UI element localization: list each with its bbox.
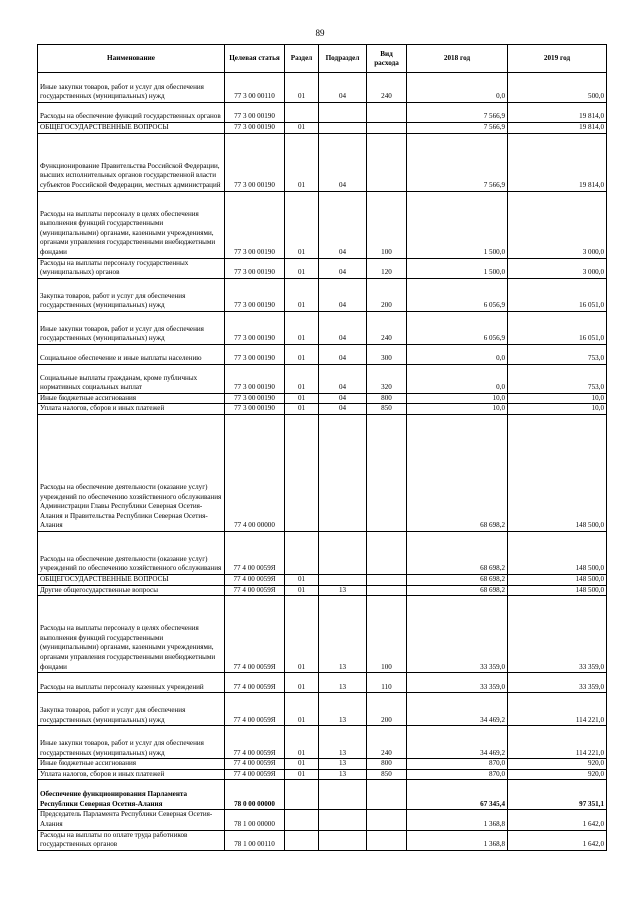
cell-target-article: 77 4 00 0059Я: [225, 531, 285, 574]
cell-section: 01: [285, 258, 319, 278]
cell-name: Иные закупки товаров, работ и услуг для обеспечения государственных (муниципальных) нужд: [38, 73, 225, 103]
cell-name: ОБЩЕГОСУДАРСТВЕННЫЕ ВОПРОСЫ: [38, 574, 225, 585]
cell-section: 01: [285, 344, 319, 364]
cell-target-article: 78 0 00 00000: [225, 780, 285, 810]
cell-subsection: 04: [319, 393, 367, 404]
cell-section: 01: [285, 123, 319, 134]
cell-target-article: 77 4 00 00000: [225, 414, 285, 531]
cell-amount-2018: 68 698,2: [407, 585, 508, 596]
cell-amount-2018: 870,0: [407, 759, 508, 770]
cell-name: Расходы на выплаты персоналу казенных учреждений: [38, 673, 225, 693]
cell-amount-2018: 1 368,8: [407, 810, 508, 830]
cell-section: 01: [285, 393, 319, 404]
cell-expense-type: [367, 133, 407, 191]
cell-amount-2019: 753,0: [508, 364, 607, 393]
cell-amount-2018: 0,0: [407, 73, 508, 103]
cell-expense-type: 240: [367, 73, 407, 103]
cell-amount-2019: 114 221,0: [508, 693, 607, 726]
cell-section: 01: [285, 769, 319, 780]
cell-expense-type: [367, 810, 407, 830]
cell-name: Иные бюджетные ассигнования: [38, 393, 225, 404]
cell-amount-2019: 33 359,0: [508, 673, 607, 693]
cell-amount-2018: 7 566,9: [407, 103, 508, 123]
cell-name: Закупка товаров, работ и услуг для обеспечения государственных (муниципальных) нужд: [38, 278, 225, 311]
cell-target-article: 77 3 00 00190: [225, 278, 285, 311]
cell-name: Закупка товаров, работ и услуг для обеспечения государственных (муниципальных) нужд: [38, 693, 225, 726]
cell-amount-2018: 33 359,0: [407, 673, 508, 693]
cell-expense-type: 120: [367, 258, 407, 278]
cell-expense-type: 200: [367, 278, 407, 311]
cell-section: [285, 810, 319, 830]
cell-amount-2019: 753,0: [508, 344, 607, 364]
cell-amount-2019: 10,0: [508, 404, 607, 415]
cell-amount-2019: 19 814,0: [508, 123, 607, 134]
table-row: [38, 393, 607, 404]
cell-subsection: [319, 810, 367, 830]
cell-expense-type: 200: [367, 693, 407, 726]
cell-amount-2019: 148 500,0: [508, 414, 607, 531]
cell-section: [285, 103, 319, 123]
cell-expense-type: [367, 830, 407, 850]
cell-subsection: [319, 414, 367, 531]
cell-target-article: 77 3 00 00190: [225, 123, 285, 134]
budget-table: [37, 44, 607, 851]
cell-amount-2019: 10,0: [508, 393, 607, 404]
cell-amount-2018: 7 566,9: [407, 123, 508, 134]
cell-subsection: 04: [319, 73, 367, 103]
cell-section: 01: [285, 73, 319, 103]
cell-amount-2018: 1 368,8: [407, 830, 508, 850]
table-row: [38, 133, 607, 191]
cell-amount-2018: 1 500,0: [407, 258, 508, 278]
cell-section: 01: [285, 191, 319, 258]
cell-amount-2018: 1 500,0: [407, 191, 508, 258]
cell-section: 01: [285, 404, 319, 415]
cell-name: Уплата налогов, сборов и иных платежей: [38, 404, 225, 415]
table-row: [38, 574, 607, 585]
cell-subsection: 04: [319, 258, 367, 278]
cell-expense-type: 320: [367, 364, 407, 393]
cell-expense-type: 110: [367, 673, 407, 693]
cell-amount-2018: 870,0: [407, 769, 508, 780]
cell-target-article: 77 4 00 0059Я: [225, 726, 285, 759]
cell-amount-2018: 34 469,2: [407, 726, 508, 759]
cell-subsection: 04: [319, 364, 367, 393]
cell-name: Иные закупки товаров, работ и услуг для обеспечения государственных (муниципальных) нужд: [38, 726, 225, 759]
table-row: [38, 404, 607, 415]
cell-amount-2018: 6 056,9: [407, 311, 508, 344]
cell-amount-2018: 34 469,2: [407, 693, 508, 726]
cell-name: Обеспечение функционирования Парламента Республики Северная Осетия-Алания: [38, 780, 225, 810]
cell-expense-type: [367, 123, 407, 134]
table-row: [38, 726, 607, 759]
table-row: [38, 693, 607, 726]
cell-section: 01: [285, 364, 319, 393]
cell-amount-2018: 33 359,0: [407, 596, 508, 673]
cell-name: Социальное обеспечение и иные выплаты населению: [38, 344, 225, 364]
cell-subsection: [319, 574, 367, 585]
cell-expense-type: 800: [367, 759, 407, 770]
cell-amount-2018: 68 698,2: [407, 531, 508, 574]
cell-section: 01: [285, 726, 319, 759]
cell-target-article: 77 3 00 00190: [225, 364, 285, 393]
cell-target-article: 77 3 00 00190: [225, 103, 285, 123]
cell-target-article: 77 3 00 00110: [225, 73, 285, 103]
header-year-2018: 2018 год: [407, 45, 508, 73]
cell-section: 01: [285, 693, 319, 726]
cell-amount-2018: 10,0: [407, 393, 508, 404]
cell-section: 01: [285, 759, 319, 770]
table-header: [38, 45, 607, 73]
cell-section: 01: [285, 574, 319, 585]
cell-name: Расходы на выплаты по оплате труда работников государственных органов: [38, 830, 225, 850]
table-row: [38, 769, 607, 780]
cell-amount-2019: 500,0: [508, 73, 607, 103]
cell-target-article: 77 3 00 00190: [225, 191, 285, 258]
cell-subsection: [319, 830, 367, 850]
cell-name: Председатель Парламента Республики Северная Осетия-Алания: [38, 810, 225, 830]
cell-amount-2019: 148 500,0: [508, 585, 607, 596]
cell-expense-type: [367, 780, 407, 810]
cell-amount-2019: 114 221,0: [508, 726, 607, 759]
cell-amount-2019: 920,0: [508, 769, 607, 780]
cell-amount-2019: 97 351,1: [508, 780, 607, 810]
cell-expense-type: 300: [367, 344, 407, 364]
cell-expense-type: [367, 585, 407, 596]
cell-amount-2019: 3 000,0: [508, 191, 607, 258]
cell-subsection: 04: [319, 311, 367, 344]
cell-expense-type: [367, 103, 407, 123]
cell-expense-type: 850: [367, 769, 407, 780]
cell-subsection: [319, 531, 367, 574]
cell-amount-2018: 67 345,4: [407, 780, 508, 810]
cell-amount-2019: 920,0: [508, 759, 607, 770]
cell-target-article: 77 4 00 0059Я: [225, 673, 285, 693]
header-subsection: Подраздел: [319, 45, 367, 73]
header-name: Наименование: [38, 45, 225, 73]
table-row: [38, 830, 607, 850]
table-row: [38, 278, 607, 311]
table-row: [38, 780, 607, 810]
cell-section: [285, 780, 319, 810]
cell-name: Функционирование Правительства Российской Федерации, высших исполнительных органов государственной власти субъектов Российской Федерации, местных администраций: [38, 133, 225, 191]
cell-amount-2018: 10,0: [407, 404, 508, 415]
cell-amount-2019: 19 814,0: [508, 133, 607, 191]
cell-target-article: 78 1 00 00110: [225, 830, 285, 850]
header-section: Раздел: [285, 45, 319, 73]
cell-name: Расходы на обеспечение деятельности (оказание услуг) учреждений по обеспечению хозяйственного обслуживания: [38, 531, 225, 574]
table-row: [38, 191, 607, 258]
cell-expense-type: 240: [367, 311, 407, 344]
cell-amount-2019: 16 051,0: [508, 311, 607, 344]
cell-amount-2019: 33 359,0: [508, 596, 607, 673]
cell-section: 01: [285, 278, 319, 311]
cell-target-article: 77 3 00 00190: [225, 258, 285, 278]
cell-target-article: 77 4 00 0059Я: [225, 596, 285, 673]
cell-target-article: 77 4 00 0059Я: [225, 759, 285, 770]
table-row: [38, 344, 607, 364]
cell-expense-type: [367, 414, 407, 531]
page-number: 89: [315, 28, 325, 38]
cell-name: Другие общегосударственные вопросы: [38, 585, 225, 596]
cell-expense-type: 100: [367, 191, 407, 258]
cell-amount-2019: 148 500,0: [508, 531, 607, 574]
cell-section: [285, 414, 319, 531]
cell-expense-type: 800: [367, 393, 407, 404]
cell-subsection: 13: [319, 759, 367, 770]
cell-section: 01: [285, 673, 319, 693]
cell-target-article: 77 4 00 0059Я: [225, 693, 285, 726]
table-row: [38, 311, 607, 344]
cell-amount-2019: 16 051,0: [508, 278, 607, 311]
cell-subsection: 13: [319, 585, 367, 596]
cell-section: 01: [285, 585, 319, 596]
cell-subsection: 13: [319, 693, 367, 726]
cell-subsection: 13: [319, 769, 367, 780]
cell-name: Расходы на выплаты персоналу в целях обеспечения выполнения функций государственными (муниципальными) органами, казенными учреждениями, органами управления государственными внебюджетными фондами: [38, 191, 225, 258]
cell-amount-2018: 0,0: [407, 344, 508, 364]
cell-subsection: 04: [319, 133, 367, 191]
cell-name: Иные бюджетные ассигнования: [38, 759, 225, 770]
table-body: [38, 73, 607, 851]
cell-amount-2019: 1 642,0: [508, 810, 607, 830]
cell-target-article: 77 4 00 0059Я: [225, 574, 285, 585]
table-row: [38, 759, 607, 770]
cell-section: 01: [285, 596, 319, 673]
cell-amount-2018: 68 698,2: [407, 574, 508, 585]
table-row: [38, 585, 607, 596]
cell-subsection: 13: [319, 673, 367, 693]
cell-subsection: [319, 780, 367, 810]
cell-target-article: 77 3 00 00190: [225, 133, 285, 191]
cell-target-article: 78 1 00 00000: [225, 810, 285, 830]
cell-target-article: 77 3 00 00190: [225, 393, 285, 404]
cell-name: Уплата налогов, сборов и иных платежей: [38, 769, 225, 780]
cell-amount-2018: 6 056,9: [407, 278, 508, 311]
cell-subsection: 04: [319, 191, 367, 258]
cell-name: Расходы на обеспечение функций государственных органов: [38, 103, 225, 123]
table-row: [38, 73, 607, 103]
cell-expense-type: [367, 531, 407, 574]
table-row: [38, 673, 607, 693]
cell-name: Расходы на выплаты персоналу в целях обеспечения выполнения функций государственными (муниципальными) органами, казенными учреждениями, органами управления государственными внебюджетными фондами: [38, 596, 225, 673]
table-row: [38, 103, 607, 123]
cell-expense-type: [367, 574, 407, 585]
table-row: [38, 596, 607, 673]
cell-target-article: 77 4 00 0059Я: [225, 769, 285, 780]
cell-name: Расходы на выплаты персоналу государственных (муниципальных) органов: [38, 258, 225, 278]
cell-amount-2019: 1 642,0: [508, 830, 607, 850]
cell-section: [285, 830, 319, 850]
cell-expense-type: 850: [367, 404, 407, 415]
cell-target-article: 77 3 00 00190: [225, 311, 285, 344]
header-target-article: Целевая статья: [225, 45, 285, 73]
cell-amount-2019: 148 500,0: [508, 574, 607, 585]
cell-subsection: 13: [319, 726, 367, 759]
header-year-2019: 2019 год: [508, 45, 607, 73]
table-row: [38, 123, 607, 134]
cell-section: 01: [285, 311, 319, 344]
cell-subsection: [319, 103, 367, 123]
cell-section: 01: [285, 133, 319, 191]
table-row: [38, 258, 607, 278]
cell-amount-2018: 0,0: [407, 364, 508, 393]
cell-subsection: 04: [319, 404, 367, 415]
cell-subsection: 04: [319, 344, 367, 364]
cell-name: Иные закупки товаров, работ и услуг для обеспечения государственных (муниципальных) нужд: [38, 311, 225, 344]
cell-section: [285, 531, 319, 574]
cell-target-article: 77 3 00 00190: [225, 344, 285, 364]
cell-target-article: 77 3 00 00190: [225, 404, 285, 415]
cell-subsection: 13: [319, 596, 367, 673]
table-row: [38, 531, 607, 574]
cell-target-article: 77 4 00 0059Я: [225, 585, 285, 596]
cell-amount-2018: 68 698,2: [407, 414, 508, 531]
cell-amount-2019: 3 000,0: [508, 258, 607, 278]
table-row: [38, 414, 607, 531]
cell-name: Расходы на обеспечение деятельности (оказание услуг) учреждений по обеспечению хозяйственного обслуживания Администрации Главы Республики Северная Осетия-Алания и Правительства Республики Северная Осетия-Алания: [38, 414, 225, 531]
cell-amount-2019: 19 814,0: [508, 103, 607, 123]
cell-amount-2018: 7 566,9: [407, 133, 508, 191]
header-expense-type: Вид расхода: [367, 45, 407, 73]
cell-subsection: [319, 123, 367, 134]
table-row: [38, 810, 607, 830]
cell-expense-type: 240: [367, 726, 407, 759]
cell-expense-type: 100: [367, 596, 407, 673]
cell-subsection: 04: [319, 278, 367, 311]
table-row: [38, 364, 607, 393]
cell-name: ОБЩЕГОСУДАРСТВЕННЫЕ ВОПРОСЫ: [38, 123, 225, 134]
cell-name: Социальные выплаты гражданам, кроме публичных нормативных социальных выплат: [38, 364, 225, 393]
